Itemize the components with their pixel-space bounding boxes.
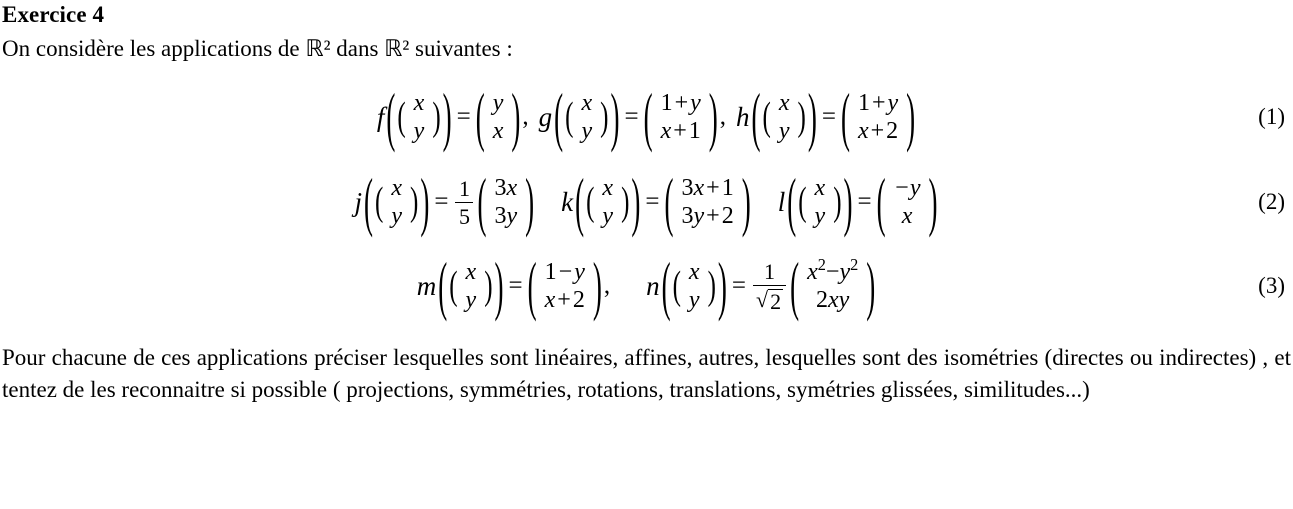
close-paren-result: ) bbox=[741, 164, 751, 238]
equation-row-1 bbox=[0, 74, 1293, 160]
open-paren-result: ( bbox=[840, 79, 850, 153]
close-paren-result: ) bbox=[592, 248, 602, 322]
equation-1-content bbox=[376, 79, 916, 153]
open-paren-inner: ( bbox=[586, 180, 595, 224]
function-l: l bbox=[777, 186, 786, 217]
open-paren: ( bbox=[575, 164, 585, 238]
open-paren: ( bbox=[787, 164, 797, 238]
vector-argument: x y bbox=[581, 90, 593, 145]
vector-argument: x y bbox=[814, 175, 826, 230]
vector-argument: x y bbox=[413, 90, 425, 145]
close-paren-inner: ) bbox=[432, 95, 441, 139]
equals-sign: = bbox=[508, 272, 523, 300]
function-g: g bbox=[538, 101, 553, 132]
equation-tag-3: (3) bbox=[1258, 273, 1285, 299]
close-paren: ) bbox=[420, 164, 430, 238]
close-paren-inner: ) bbox=[621, 180, 630, 224]
open-paren-result: ( bbox=[477, 164, 487, 238]
open-paren-result: ( bbox=[475, 79, 485, 153]
close-paren-inner: ) bbox=[833, 180, 842, 224]
vector-argument: x y bbox=[778, 90, 790, 145]
equation-2-content bbox=[354, 164, 939, 238]
close-paren-result: ) bbox=[525, 164, 535, 238]
open-paren: ( bbox=[554, 79, 564, 153]
function-h: h bbox=[736, 101, 750, 132]
separator-comma: , bbox=[603, 272, 611, 300]
scalar-fraction-one-fifth: $\frac{1}{5}$ bbox=[455, 177, 473, 228]
close-paren-result: ) bbox=[511, 79, 521, 153]
equals-sign: = bbox=[731, 272, 747, 300]
separator-comma: , bbox=[719, 103, 727, 131]
vector-argument: x y bbox=[391, 175, 402, 230]
intro-text: On considère les applications de ℝ² dans ℝ² suivantes : bbox=[2, 36, 513, 62]
function-k: k bbox=[561, 186, 574, 217]
equation-tag-1: (1) bbox=[1258, 104, 1285, 130]
open-paren-result: ( bbox=[790, 248, 800, 322]
close-paren: ) bbox=[610, 79, 620, 153]
vector-result: 1 + y x + 2 bbox=[857, 90, 899, 145]
equals-sign: = bbox=[857, 188, 872, 216]
open-paren: ( bbox=[438, 248, 448, 322]
close-paren: ) bbox=[494, 248, 504, 322]
close-paren: ) bbox=[717, 248, 727, 322]
vector-result: 1 − y x + 2 bbox=[544, 259, 585, 314]
open-paren-inner: ( bbox=[672, 264, 681, 308]
open-paren-inner: ( bbox=[397, 95, 406, 139]
vector-result: y x bbox=[492, 90, 504, 145]
equals-sign: = bbox=[645, 188, 660, 216]
open-paren: ( bbox=[751, 79, 761, 153]
open-paren-inner: ( bbox=[762, 95, 771, 139]
closing-paragraph: Pour chacune de ces applications préciser lesquelles sont linéaires, affines, autres, lesquelles sont des isométries (directes ou indirectes) , et tentez de les reconnaitre si possible ( projections, symmétries, rotations, translations, symétries glissées, similitudes...) bbox=[2, 345, 1291, 403]
equals-sign: = bbox=[821, 103, 836, 131]
close-paren-result: ) bbox=[708, 79, 718, 153]
vector-argument: x y bbox=[688, 259, 700, 314]
equals-sign: = bbox=[434, 188, 449, 216]
close-paren-inner: ) bbox=[707, 264, 716, 308]
close-paren-inner: ) bbox=[797, 95, 806, 139]
close-paren-result: ) bbox=[906, 79, 916, 153]
close-paren: ) bbox=[631, 164, 641, 238]
equation-block bbox=[0, 74, 1293, 328]
equals-sign: = bbox=[456, 103, 471, 131]
equation-row-3 bbox=[0, 244, 1293, 328]
close-paren-inner: ) bbox=[410, 180, 419, 224]
open-paren: ( bbox=[364, 164, 374, 238]
open-paren-result: ( bbox=[527, 248, 537, 322]
function-f: f bbox=[376, 101, 385, 132]
vector-argument: x y bbox=[465, 259, 477, 314]
close-paren-result: ) bbox=[866, 248, 876, 322]
document-page bbox=[0, 2, 1293, 509]
open-paren: ( bbox=[386, 79, 396, 153]
page-title: Exercice 4 bbox=[2, 2, 105, 27]
separator-comma: , bbox=[522, 103, 529, 131]
close-paren-inner: ) bbox=[484, 264, 493, 308]
open-paren: ( bbox=[661, 248, 671, 322]
close-paren: ) bbox=[807, 79, 817, 153]
vector-result: $x^2-y^2$ 2xy bbox=[807, 255, 859, 314]
vector-result: −y x bbox=[893, 175, 921, 230]
open-paren-inner: ( bbox=[375, 180, 384, 224]
open-paren-inner: ( bbox=[449, 264, 458, 308]
open-paren-result: ( bbox=[664, 164, 674, 238]
equation-row-2 bbox=[0, 160, 1293, 244]
vector-argument: x y bbox=[602, 175, 614, 230]
close-paren: ) bbox=[442, 79, 452, 153]
vector-result: 1 + y x + 1 bbox=[660, 90, 701, 145]
vector-result: 3x + 1 3y + 2 bbox=[681, 175, 734, 230]
equals-sign: = bbox=[624, 103, 639, 131]
open-paren-inner: ( bbox=[798, 180, 807, 224]
open-paren-result: ( bbox=[643, 79, 653, 153]
open-paren-result: ( bbox=[876, 164, 886, 238]
open-paren-inner: ( bbox=[565, 95, 574, 139]
equation-3-content bbox=[416, 248, 877, 322]
close-paren: ) bbox=[843, 164, 853, 238]
close-paren-inner: ) bbox=[600, 95, 609, 139]
function-j: j bbox=[354, 186, 363, 217]
scalar-fraction-one-over-sqrt-two: 1 √ 2 bbox=[753, 260, 786, 313]
close-paren-result: ) bbox=[928, 164, 938, 238]
function-m: m bbox=[416, 270, 437, 301]
vector-result: 3x 3y bbox=[494, 175, 518, 230]
function-n: n bbox=[646, 270, 660, 301]
equation-tag-2: (2) bbox=[1258, 189, 1285, 215]
